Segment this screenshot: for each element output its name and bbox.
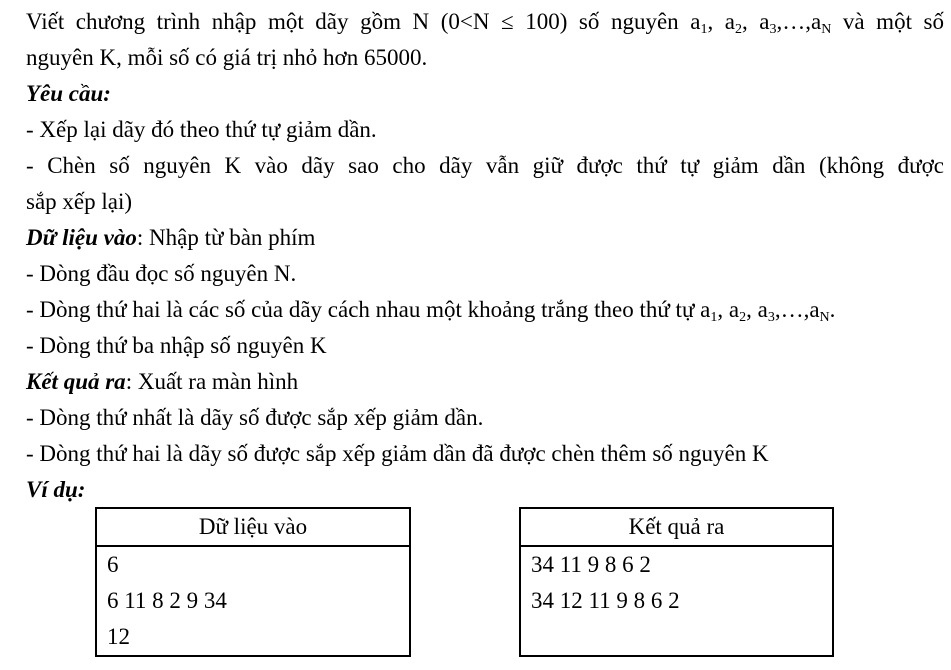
table-header-row (520, 508, 833, 546)
requirement-item: - Chèn số nguyên K vào dãy sao cho dãy vẫn giữ được thứ tự giảm dần (không được (26, 153, 944, 178)
separator: ,…,a (776, 9, 822, 34)
output-spec-heading: Kết quả ra (26, 369, 126, 394)
input-row-cell: 12 (96, 619, 410, 656)
subscript-n: N (821, 22, 832, 37)
intro-text-end: và một số (831, 9, 944, 34)
output-row-cell: 34 12 11 9 8 6 2 (520, 583, 833, 619)
output-table-header: Kết quả ra (520, 508, 833, 546)
input-table-header: Dữ liệu vào (96, 508, 410, 546)
separator: , a (746, 297, 768, 322)
output-spec-heading-line (26, 364, 944, 400)
table-row (96, 619, 410, 656)
input-row-cell: 6 (96, 546, 410, 583)
requirement-item: - Xếp lại dãy đó theo thứ tự giảm dần. (26, 117, 377, 142)
example-output-table (519, 507, 834, 657)
problem-statement (26, 4, 944, 508)
table-row (520, 546, 833, 583)
input-row-cell: 6 11 8 2 9 34 (96, 583, 410, 619)
period: . (829, 297, 836, 322)
subscript-1: 1 (700, 22, 708, 37)
input-spec-heading-line (26, 220, 944, 256)
output-spec-item: - Dòng thứ nhất là dãy số được sắp xếp giảm dần. (26, 405, 484, 430)
intro-text: Viết chương trình nhập một dãy gồm N (0<N ≤ 100) số nguyên a (26, 9, 701, 34)
subscript-2: 2 (734, 22, 742, 37)
input-spec-text: - Dòng thứ hai là các số của dãy cách nhau một khoảng trắng theo thứ tự a (26, 297, 711, 322)
subscript-3: 3 (767, 310, 775, 325)
input-spec-rest: : Nhập từ bàn phím (136, 225, 316, 250)
subscript-2: 2 (739, 310, 747, 325)
input-spec-item: - Dòng thứ ba nhập số nguyên K (26, 333, 327, 358)
table-header-row (96, 508, 410, 546)
output-row-cell: 34 11 9 8 6 2 (520, 546, 833, 583)
separator: , a (741, 9, 770, 34)
input-spec-heading: Dữ liệu vào (26, 225, 137, 250)
example-input-table (95, 507, 411, 657)
separator: , a (717, 297, 740, 322)
input-spec-item (26, 292, 944, 328)
requirements-heading: Yêu cầu: (26, 81, 111, 106)
separator: ,…,a (774, 297, 820, 322)
output-spec-rest: : Xuất ra màn hình (125, 369, 299, 394)
intro-line-2: nguyên K, mỗi số có giá trị nhỏ hơn 65000. (26, 45, 428, 70)
table-row (520, 619, 833, 656)
subscript-n: N (819, 310, 830, 325)
intro-line-1 (26, 4, 944, 40)
output-row-cell (520, 619, 833, 656)
table-row (520, 583, 833, 619)
subscript-3: 3 (769, 22, 777, 37)
table-row (96, 546, 410, 583)
separator: , a (707, 9, 735, 34)
example-heading: Ví dụ: (26, 477, 86, 502)
output-spec-item: - Dòng thứ hai là dãy số được sắp xếp giảm dần đã được chèn thêm số nguyên K (26, 441, 769, 466)
subscript-1: 1 (710, 310, 718, 325)
input-spec-item: - Dòng đầu đọc số nguyên N. (26, 261, 297, 286)
requirement-item-continued: sắp xếp lại) (26, 189, 133, 214)
table-row (96, 583, 410, 619)
